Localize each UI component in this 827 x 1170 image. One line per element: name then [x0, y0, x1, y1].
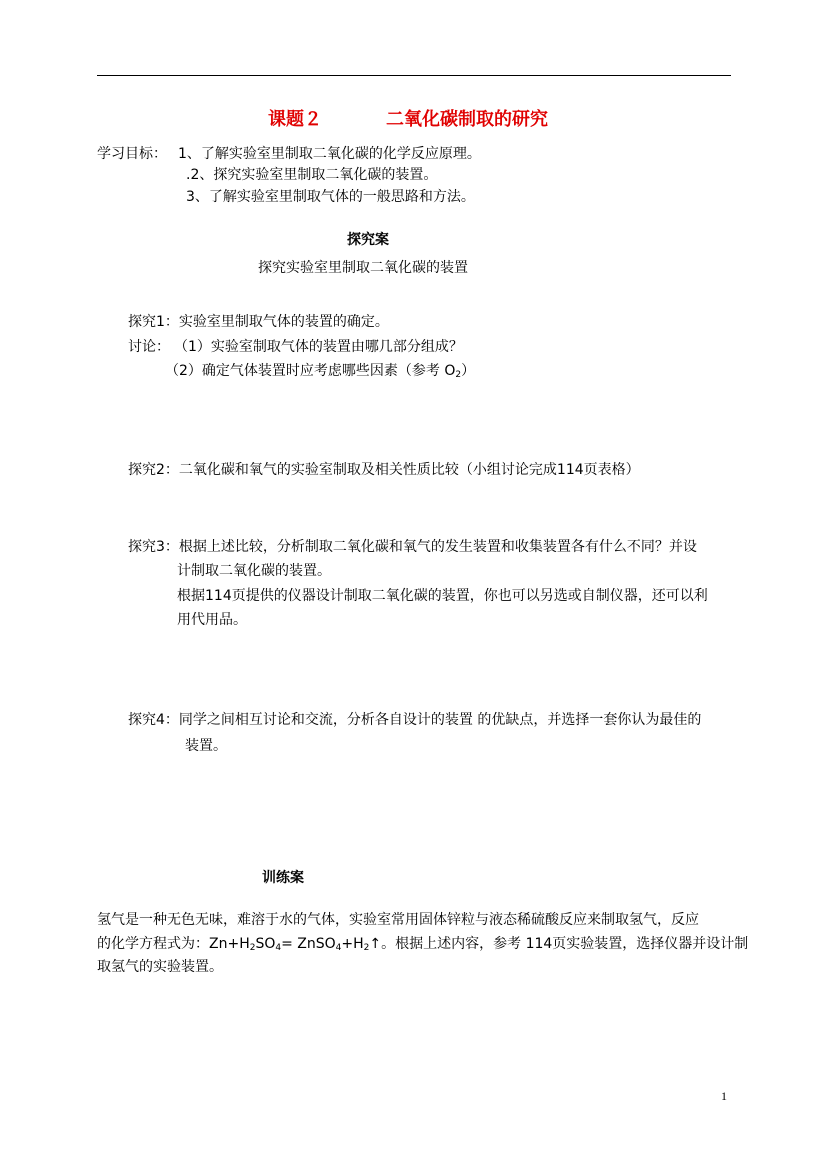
- goal-item-2: .2、探究实验室里制取二氧化碳的装置。: [186, 167, 438, 183]
- explore4-line-2: 装置。: [185, 738, 227, 754]
- training-line-2: 的化学方程式为：$Zn+H_2SO_4=$ $ZnSO_4+H_2↑$。根据上述内容，参考 114页实验装置，选择仪器并设计制: [97, 936, 749, 953]
- goal-item-3: 3、了解实验室里制取气体的一般思路和方法。: [186, 189, 475, 205]
- explore3-line-2: 计制取二氧化碳的装置。: [177, 563, 331, 579]
- explore-section-subheading: 探究实验室里制取二氧化碳的装置: [258, 260, 468, 276]
- explore1-text: 探究1：实验室里制取气体的装置的确定。: [128, 314, 389, 330]
- training-line-1: 氢气是一种无色无味，难溶于水的气体，实验室常用固体锌粒与液态稀硫酸反应来制取氢气，反应: [97, 912, 699, 928]
- training-line-3: 取氢气的实验装置。: [97, 959, 223, 975]
- discussion-label: 讨论：: [128, 339, 170, 355]
- explore3-line-3: 根据114页提供的仪器设计制取二氧化碳的装置，你也可以另选或自制仪器，还可以利: [177, 588, 708, 604]
- training-heading: 训练案: [262, 870, 304, 886]
- goals-label: 学习目标：: [97, 146, 167, 162]
- page-number: 1: [721, 1089, 727, 1103]
- explore4-line-1: 探究4：同学之间相互讨论和交流，分析各自设计的装置 的优缺点，并选择一套你认为最佳的: [128, 712, 702, 728]
- explore3-line-4: 用代用品。: [177, 612, 247, 628]
- discussion-question-2: （2）确定气体装置时应考虑哪些因素（参考 $O_2$）: [165, 363, 476, 380]
- lesson-title: 二氧化碳制取的研究: [386, 109, 548, 130]
- explore-section-heading: 探究案: [347, 232, 389, 248]
- explore2-text: 探究2：二氧化碳和氧气的实验室制取及相关性质比较（小组讨论完成114页表格）: [128, 462, 640, 478]
- discussion-question-1: （1）实验室制取气体的装置由哪几部分组成？: [174, 339, 463, 355]
- explore3-line-1: 探究3：根据上述比较，分析制取二氧化碳和氧气的发生装置和收集装置各有什么不同？并设: [128, 539, 697, 555]
- goal-item-1: 1、了解实验室里制取二氧化碳的化学反应原理。: [178, 146, 481, 162]
- lesson-number: 课题２: [268, 109, 322, 130]
- header-rule: [97, 75, 731, 76]
